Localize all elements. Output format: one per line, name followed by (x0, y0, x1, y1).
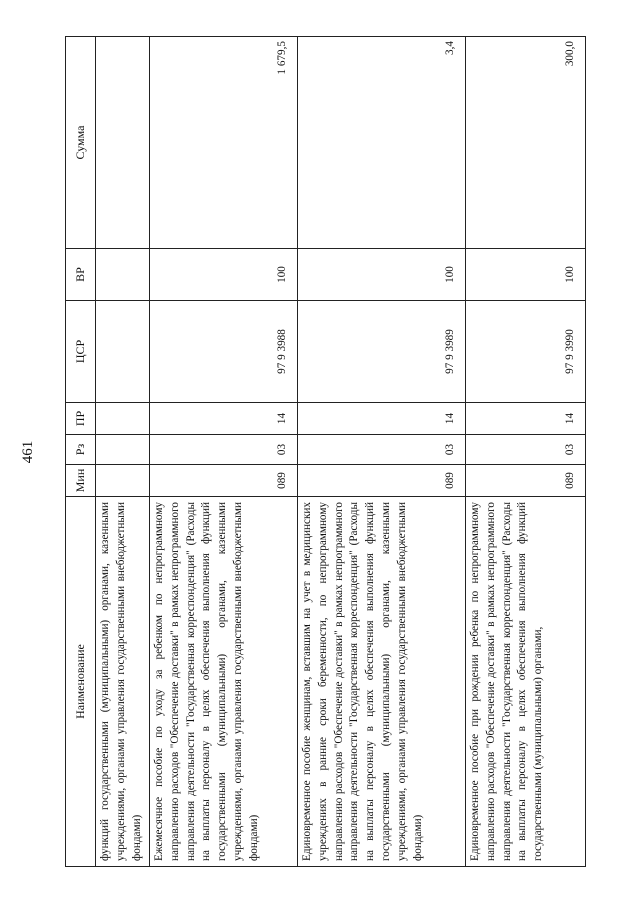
header-vr: ВР (66, 249, 96, 301)
cell-min: 089 (150, 465, 298, 497)
cell-pr (96, 403, 150, 435)
cell-min: 089 (298, 465, 466, 497)
cell-min: 089 (466, 465, 586, 497)
cell-name (150, 497, 298, 867)
cell-pr: 14 (298, 403, 466, 435)
header-pr: ПР (66, 403, 96, 435)
cell-name (298, 497, 466, 867)
header-csr: ЦСР (66, 301, 96, 403)
cell-rz: 03 (466, 435, 586, 465)
header-row (66, 37, 96, 867)
cell-pr: 14 (466, 403, 586, 435)
table-row (150, 37, 298, 867)
cell-vr: 100 (466, 249, 586, 301)
cell-vr: 100 (298, 249, 466, 301)
cell-pr: 14 (150, 403, 298, 435)
cell-csr: 97 9 3990 (466, 301, 586, 403)
cell-csr: 97 9 3988 (150, 301, 298, 403)
row-name-text: Ежемесячное пособие по уходу за ребенком по непрограммному направлению расходов "Обеспечение доставки" в рамках непрограммного направления деятельности "Государственная корреспонденция" (Расходы на выплаты персоналу в целях обеспечения выполнения функций государственными (муниципальными) органами, казенными учреждениями, органами управления государственными внебюджетными фондами) (153, 502, 260, 861)
cell-sum: 3,4 (298, 37, 466, 249)
header-name: Наименование (66, 497, 96, 867)
row-name-text: Единовременное пособие женщинам, вставшим на учет в медицинских учреждениях в ранние сроки беременности, по непрограммному направлению расходов "Обеспечение доставки" в рамках непрограммного направления деятельности "Государственная корреспонденция" (Расходы на выплаты персоналу в целях обеспечения выполнения функций государственными (муниципальными) органами, казенными учреждениями, органами управления государственными внебюджетными фондами) (301, 502, 424, 861)
cell-csr: 97 9 3989 (298, 301, 466, 403)
header-rz: Рз (66, 435, 96, 465)
cell-sum (96, 37, 150, 249)
cell-sum: 1 679,5 (150, 37, 298, 249)
cell-rz: 03 (150, 435, 298, 465)
row-name-text: Единовременное пособие при рождении ребенка по непрограммному направлению расходов "Обеспечение доставки" в рамках непрограммного направления деятельности "Государственная корреспонденция" (Расходы на выплаты персоналу в целях обеспечения выполнения функций государственными (муниципальными) органами, (469, 502, 545, 861)
row-name-text: функций государственными (муниципальными) органами, казенными учреждениями, органами управления государственными внебюджетными фондами) (99, 502, 143, 861)
cell-name (96, 497, 150, 867)
budget-table-sheet (65, 37, 585, 867)
header-min: Мин (66, 465, 96, 497)
table-row (298, 37, 466, 867)
table-row (96, 37, 150, 867)
cell-csr (96, 301, 150, 403)
table-row (466, 37, 586, 867)
header-sum: Сумма (66, 37, 96, 249)
cell-name (466, 497, 586, 867)
cell-rz: 03 (298, 435, 466, 465)
cell-rz (96, 435, 150, 465)
page-number: 461 (20, 440, 36, 464)
cell-min (96, 465, 150, 497)
cell-sum: 300,0 (466, 37, 586, 249)
cell-vr: 100 (150, 249, 298, 301)
cell-vr (96, 249, 150, 301)
budget-table (65, 36, 586, 867)
